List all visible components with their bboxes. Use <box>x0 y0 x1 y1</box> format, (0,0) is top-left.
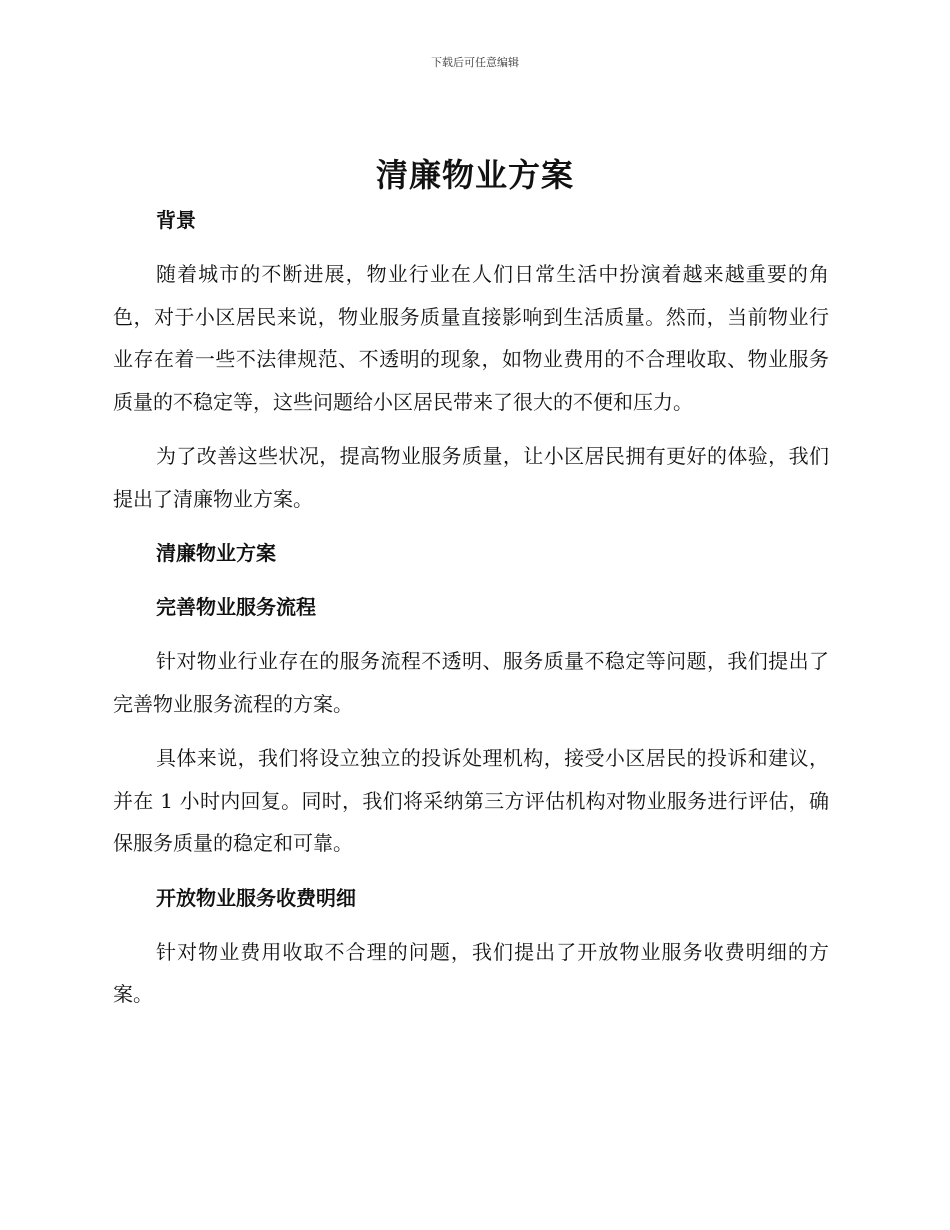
header-note: 下载后可任意编辑 <box>431 56 519 69</box>
section-heading-plan: 清廉物业方案 <box>156 541 276 565</box>
section-heading-background: 背景 <box>156 208 196 232</box>
document-title: 清廉物业方案 <box>375 156 574 194</box>
section-heading-process: 完善物业服务流程 <box>156 595 316 619</box>
paragraph-fees-1: 针对物业费用收取不合理的问题，我们提出了开放物业服务收费明细的方案。 <box>113 939 829 1006</box>
paragraph-background-2: 为了改善这些状况，提高物业服务质量，让小区居民拥有更好的体验，我们提出了清廉物业方案。 <box>113 444 829 511</box>
section-heading-fees: 开放物业服务收费明细 <box>156 885 356 910</box>
paragraph-background-1: 随着城市的不断进展，物业行业在人们日常生活中扮演着越来越重要的角色，对于小区居民来说，物业服务质量直接影响到生活质量。然而，当前物业行业存在着一些不法律规范、不透明的现象，如物业费用的不合理收取、物业服务质量的不稳定等，这些问题给小区居民带来了很大的不便和压力。 <box>113 262 829 414</box>
paragraph-process-2: 具体来说，我们将设立独立的投诉处理机构，接受小区居民的投诉和建议，并在 1 小时内回复。同时，我们将采纳第三方评估机构对物业服务进行评估，确保服务质量的稳定和可靠。 <box>113 746 829 855</box>
paragraph-process-1: 针对物业行业存在的服务流程不透明、服务质量不稳定等问题，我们提出了完善物业服务流程的方案。 <box>113 649 829 716</box>
document-body <box>113 199 829 1028</box>
